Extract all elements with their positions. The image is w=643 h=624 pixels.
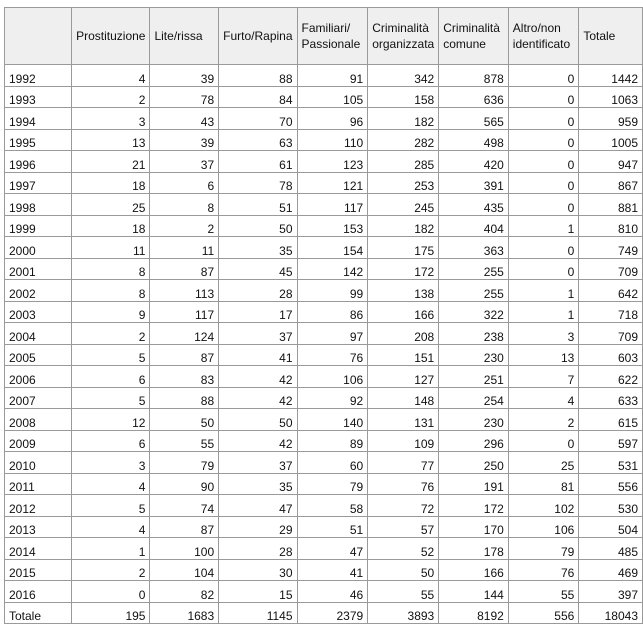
- table-cell: 2: [150, 215, 219, 237]
- table-cell: 158: [368, 86, 439, 108]
- table-cell: 1: [508, 301, 579, 323]
- table-cell: 504: [579, 516, 643, 538]
- table-cell: 57: [368, 516, 439, 538]
- table-cell: 633: [579, 387, 643, 409]
- table-cell: 255: [439, 258, 509, 280]
- table-cell: 615: [579, 409, 643, 431]
- total-row: [5, 602, 643, 623]
- table-cell: 0: [508, 258, 579, 280]
- table-cell: 1: [72, 538, 150, 560]
- table-cell: 565: [439, 108, 509, 130]
- table-cell: 1683: [150, 602, 219, 623]
- table-cell: 123: [297, 151, 368, 173]
- row-label: 2007: [5, 387, 72, 409]
- table-cell: 87: [150, 258, 219, 280]
- table-cell: 79: [150, 452, 219, 474]
- crime-table: [4, 7, 643, 624]
- table-cell: 76: [368, 473, 439, 495]
- table-cell: 230: [439, 344, 509, 366]
- table-cell: 1442: [579, 65, 643, 87]
- table-cell: 251: [439, 366, 509, 388]
- table-cell: 642: [579, 280, 643, 302]
- row-label: 1996: [5, 151, 72, 173]
- table-row: [5, 473, 643, 495]
- table-cell: 25: [508, 452, 579, 474]
- table-cell: 9: [72, 301, 150, 323]
- column-header: Criminalità comune: [439, 8, 509, 65]
- table-cell: 88: [219, 65, 297, 87]
- table-cell: 603: [579, 344, 643, 366]
- table-cell: 469: [579, 559, 643, 581]
- table-cell: 322: [439, 301, 509, 323]
- table-cell: 84: [219, 86, 297, 108]
- table-cell: 28: [219, 280, 297, 302]
- table-cell: 79: [297, 473, 368, 495]
- row-label: 2013: [5, 516, 72, 538]
- table-cell: 172: [368, 258, 439, 280]
- table-row: [5, 151, 643, 173]
- table-cell: 37: [219, 323, 297, 345]
- row-label: 2000: [5, 237, 72, 259]
- table-cell: 6: [72, 430, 150, 452]
- table-cell: 138: [368, 280, 439, 302]
- table-cell: 46: [297, 581, 368, 603]
- table-row: [5, 516, 643, 538]
- table-cell: 191: [439, 473, 509, 495]
- table-cell: 110: [297, 129, 368, 151]
- table-cell: 172: [439, 495, 509, 517]
- table-row: [5, 559, 643, 581]
- row-label: 2015: [5, 559, 72, 581]
- table-cell: 81: [508, 473, 579, 495]
- table-cell: 154: [297, 237, 368, 259]
- table-cell: 96: [297, 108, 368, 130]
- table-cell: 3893: [368, 602, 439, 623]
- table-cell: 151: [368, 344, 439, 366]
- table-cell: 11: [150, 237, 219, 259]
- table-cell: 0: [508, 151, 579, 173]
- row-label: 2011: [5, 473, 72, 495]
- table-cell: 2: [72, 323, 150, 345]
- table-cell: 2: [508, 409, 579, 431]
- table-cell: 140: [297, 409, 368, 431]
- table-cell: 404: [439, 215, 509, 237]
- table-cell: 0: [72, 581, 150, 603]
- table-cell: 6: [150, 172, 219, 194]
- table-cell: 42: [219, 366, 297, 388]
- table-cell: 597: [579, 430, 643, 452]
- table-cell: 100: [150, 538, 219, 560]
- table-cell: 117: [150, 301, 219, 323]
- table-cell: 102: [508, 495, 579, 517]
- table-cell: 99: [297, 280, 368, 302]
- row-label: 1994: [5, 108, 72, 130]
- table-cell: 77: [368, 452, 439, 474]
- table-cell: 39: [150, 65, 219, 87]
- table-row: [5, 323, 643, 345]
- table-cell: 6: [72, 366, 150, 388]
- table-cell: 282: [368, 129, 439, 151]
- table-cell: 15: [219, 581, 297, 603]
- table-cell: 30: [219, 559, 297, 581]
- row-label: 1997: [5, 172, 72, 194]
- table-row: [5, 409, 643, 431]
- table-row: [5, 366, 643, 388]
- table-cell: 50: [150, 409, 219, 431]
- table-cell: 2: [72, 559, 150, 581]
- table-cell: 959: [579, 108, 643, 130]
- table-cell: 709: [579, 323, 643, 345]
- table-cell: 1145: [219, 602, 297, 623]
- table-cell: 76: [508, 559, 579, 581]
- table-cell: 230: [439, 409, 509, 431]
- table-cell: 45: [219, 258, 297, 280]
- table-cell: 11: [72, 237, 150, 259]
- table-cell: 104: [150, 559, 219, 581]
- table-cell: 41: [297, 559, 368, 581]
- table-cell: 5: [72, 387, 150, 409]
- table-cell: 87: [150, 516, 219, 538]
- table-row: [5, 108, 643, 130]
- table-cell: 0: [508, 430, 579, 452]
- row-label: 2005: [5, 344, 72, 366]
- table-cell: 3: [72, 452, 150, 474]
- table-cell: 121: [297, 172, 368, 194]
- table-cell: 0: [508, 194, 579, 216]
- row-label: 1992: [5, 65, 72, 87]
- table-cell: 106: [297, 366, 368, 388]
- table-row: [5, 387, 643, 409]
- table-cell: 18: [72, 172, 150, 194]
- table-cell: 78: [219, 172, 297, 194]
- table-cell: 18: [72, 215, 150, 237]
- column-header: [5, 8, 72, 65]
- table-row: [5, 581, 643, 603]
- table-cell: 131: [368, 409, 439, 431]
- table-cell: 2379: [297, 602, 368, 623]
- row-label: 2008: [5, 409, 72, 431]
- table-cell: 47: [297, 538, 368, 560]
- table-cell: 391: [439, 172, 509, 194]
- column-header: Furto/Rapina: [219, 8, 297, 65]
- table-cell: 285: [368, 151, 439, 173]
- table-cell: 878: [439, 65, 509, 87]
- row-label: 2002: [5, 280, 72, 302]
- table-cell: 37: [150, 151, 219, 173]
- row-label: 2014: [5, 538, 72, 560]
- table-cell: 0: [508, 86, 579, 108]
- table-cell: 556: [508, 602, 579, 623]
- row-label: 2006: [5, 366, 72, 388]
- table-cell: 35: [219, 237, 297, 259]
- table-body: [5, 65, 643, 624]
- table-cell: 148: [368, 387, 439, 409]
- table-cell: 29: [219, 516, 297, 538]
- table-cell: 35: [219, 473, 297, 495]
- table-cell: 41: [219, 344, 297, 366]
- table-cell: 82: [150, 581, 219, 603]
- column-header: Prostituzione: [72, 8, 150, 65]
- table-cell: 8: [72, 258, 150, 280]
- table-row: [5, 237, 643, 259]
- table-cell: 531: [579, 452, 643, 474]
- row-label: 2010: [5, 452, 72, 474]
- table-cell: 435: [439, 194, 509, 216]
- table-cell: 89: [297, 430, 368, 452]
- table-cell: 1: [508, 215, 579, 237]
- table-cell: 363: [439, 237, 509, 259]
- table-cell: 238: [439, 323, 509, 345]
- column-header: Lite/rissa: [150, 8, 219, 65]
- table-cell: 55: [368, 581, 439, 603]
- table-cell: 50: [368, 559, 439, 581]
- table-cell: 255: [439, 280, 509, 302]
- table-cell: 881: [579, 194, 643, 216]
- table-cell: 0: [508, 172, 579, 194]
- row-label: 2016: [5, 581, 72, 603]
- table-cell: 175: [368, 237, 439, 259]
- table-cell: 5: [72, 344, 150, 366]
- table-cell: 92: [297, 387, 368, 409]
- table-cell: 58: [297, 495, 368, 517]
- table-cell: 42: [219, 387, 297, 409]
- table-row: [5, 65, 643, 87]
- table-cell: 51: [219, 194, 297, 216]
- table-cell: 166: [368, 301, 439, 323]
- table-cell: 13: [508, 344, 579, 366]
- table-row: [5, 86, 643, 108]
- table-row: [5, 430, 643, 452]
- table-cell: 622: [579, 366, 643, 388]
- table-cell: 86: [297, 301, 368, 323]
- table-cell: 153: [297, 215, 368, 237]
- table-cell: 178: [439, 538, 509, 560]
- table-cell: 142: [297, 258, 368, 280]
- row-label: 2004: [5, 323, 72, 345]
- table-cell: 88: [150, 387, 219, 409]
- row-label: 2009: [5, 430, 72, 452]
- table-cell: 25: [72, 194, 150, 216]
- table-cell: 397: [579, 581, 643, 603]
- table-cell: 42: [219, 430, 297, 452]
- header-row: [5, 8, 643, 65]
- table-cell: 55: [150, 430, 219, 452]
- table-cell: 195: [72, 602, 150, 623]
- table-cell: 182: [368, 215, 439, 237]
- row-label: 2012: [5, 495, 72, 517]
- table-cell: 250: [439, 452, 509, 474]
- table-cell: 253: [368, 172, 439, 194]
- table-row: [5, 215, 643, 237]
- table-cell: 5: [72, 495, 150, 517]
- table-cell: 47: [219, 495, 297, 517]
- table-row: [5, 452, 643, 474]
- table-cell: 556: [579, 473, 643, 495]
- table-cell: 113: [150, 280, 219, 302]
- table-cell: 170: [439, 516, 509, 538]
- row-label: 2001: [5, 258, 72, 280]
- table-cell: 1005: [579, 129, 643, 151]
- table-cell: 78: [150, 86, 219, 108]
- table-cell: 90: [150, 473, 219, 495]
- table-cell: 3: [72, 108, 150, 130]
- table-row: [5, 280, 643, 302]
- table-cell: 4: [72, 473, 150, 495]
- table-cell: 70: [219, 108, 297, 130]
- table-cell: 245: [368, 194, 439, 216]
- table-cell: 0: [508, 108, 579, 130]
- table-row: [5, 258, 643, 280]
- table-cell: 28: [219, 538, 297, 560]
- table-cell: 4: [72, 65, 150, 87]
- table-cell: 7: [508, 366, 579, 388]
- table-cell: 3: [508, 323, 579, 345]
- table-row: [5, 538, 643, 560]
- table-cell: 342: [368, 65, 439, 87]
- table-cell: 50: [219, 215, 297, 237]
- table-cell: 182: [368, 108, 439, 130]
- table-cell: 709: [579, 258, 643, 280]
- table-cell: 867: [579, 172, 643, 194]
- column-header: Criminalità organizzata: [368, 8, 439, 65]
- table-cell: 166: [439, 559, 509, 581]
- table-row: [5, 172, 643, 194]
- table-cell: 254: [439, 387, 509, 409]
- table-cell: 810: [579, 215, 643, 237]
- row-label: 1999: [5, 215, 72, 237]
- table-cell: 74: [150, 495, 219, 517]
- table-cell: 51: [297, 516, 368, 538]
- table-cell: 420: [439, 151, 509, 173]
- row-label: 1998: [5, 194, 72, 216]
- table-row: [5, 194, 643, 216]
- table-cell: 485: [579, 538, 643, 560]
- table-cell: 1: [508, 280, 579, 302]
- table-cell: 530: [579, 495, 643, 517]
- table-cell: 8: [150, 194, 219, 216]
- table-row: [5, 495, 643, 517]
- table-cell: 296: [439, 430, 509, 452]
- row-label: 1993: [5, 86, 72, 108]
- table-cell: 4: [72, 516, 150, 538]
- table-cell: 947: [579, 151, 643, 173]
- row-label: 2003: [5, 301, 72, 323]
- column-header: Altro/non identificato: [508, 8, 579, 65]
- table-cell: 127: [368, 366, 439, 388]
- table-cell: 2: [72, 86, 150, 108]
- table-cell: 106: [508, 516, 579, 538]
- row-label: Totale: [5, 602, 72, 623]
- table-row: [5, 129, 643, 151]
- table-cell: 52: [368, 538, 439, 560]
- table-cell: 109: [368, 430, 439, 452]
- table-cell: 8: [72, 280, 150, 302]
- table-cell: 79: [508, 538, 579, 560]
- table-cell: 749: [579, 237, 643, 259]
- table-cell: 97: [297, 323, 368, 345]
- table-cell: 17: [219, 301, 297, 323]
- table-cell: 498: [439, 129, 509, 151]
- table-cell: 43: [150, 108, 219, 130]
- table-cell: 21: [72, 151, 150, 173]
- table-cell: 37: [219, 452, 297, 474]
- table-row: [5, 301, 643, 323]
- table-cell: 718: [579, 301, 643, 323]
- table-cell: 1063: [579, 86, 643, 108]
- column-header: Totale: [579, 8, 643, 65]
- table-cell: 83: [150, 366, 219, 388]
- table-cell: 117: [297, 194, 368, 216]
- table-row: [5, 344, 643, 366]
- row-label: 1995: [5, 129, 72, 151]
- table-cell: 55: [508, 581, 579, 603]
- table-cell: 13: [72, 129, 150, 151]
- table-cell: 636: [439, 86, 509, 108]
- table-cell: 18043: [579, 602, 643, 623]
- table-cell: 60: [297, 452, 368, 474]
- table-cell: 0: [508, 129, 579, 151]
- table-cell: 0: [508, 237, 579, 259]
- table-cell: 76: [297, 344, 368, 366]
- table-cell: 0: [508, 65, 579, 87]
- table-cell: 61: [219, 151, 297, 173]
- table-cell: 144: [439, 581, 509, 603]
- table-cell: 8192: [439, 602, 509, 623]
- table-cell: 12: [72, 409, 150, 431]
- column-header: Familiari/ Passionale: [297, 8, 368, 65]
- table-cell: 87: [150, 344, 219, 366]
- table-cell: 4: [508, 387, 579, 409]
- table-cell: 124: [150, 323, 219, 345]
- table-cell: 72: [368, 495, 439, 517]
- table-cell: 39: [150, 129, 219, 151]
- table-cell: 50: [219, 409, 297, 431]
- table-cell: 105: [297, 86, 368, 108]
- table-cell: 91: [297, 65, 368, 87]
- table-cell: 63: [219, 129, 297, 151]
- table-cell: 208: [368, 323, 439, 345]
